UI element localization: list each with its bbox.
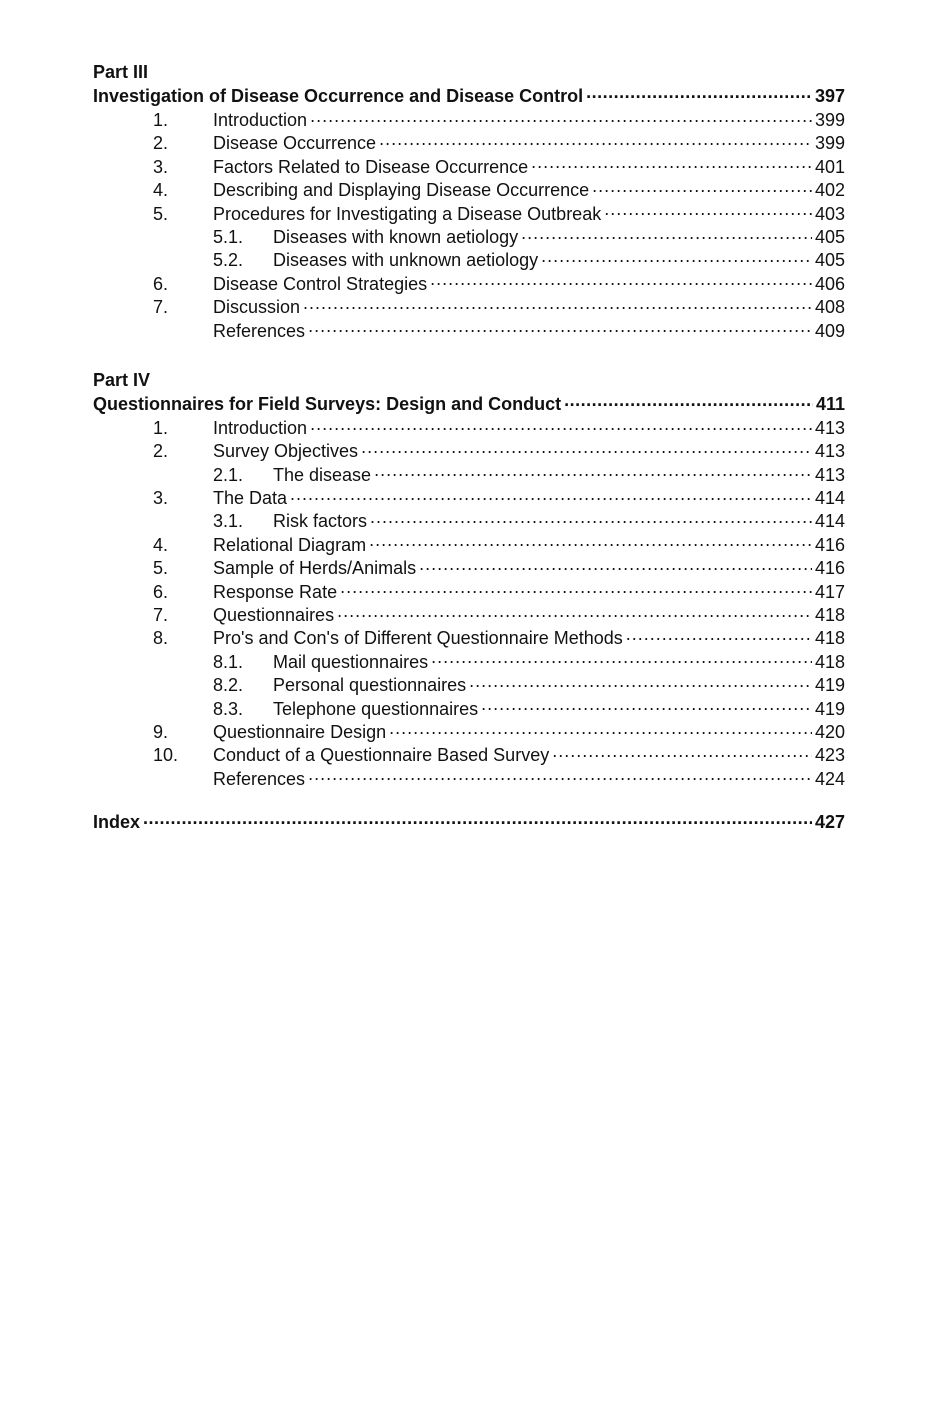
entry-title: References	[213, 320, 306, 341]
entry-number: 8.2.	[213, 675, 244, 696]
entry-title: Sample of Herds/Animals	[213, 558, 417, 579]
entry-page: 413	[814, 464, 845, 485]
toc-subentry[interactable]	[93, 463, 845, 486]
toc-entry[interactable]	[93, 108, 845, 131]
toc-entry[interactable]	[93, 272, 845, 295]
entry-title: Pro's and Con's of Different Questionnaire Methods	[213, 628, 623, 649]
entry-number: 8.	[153, 628, 169, 649]
dot-leader	[361, 439, 812, 457]
entry-page: 409	[814, 320, 845, 341]
toc-entry[interactable]	[93, 533, 845, 556]
part-4-title: Questionnaires for Field Surveys: Design and Conduct	[93, 393, 562, 414]
entry-page: 399	[814, 110, 845, 130]
entry-page: 416	[814, 558, 845, 579]
entry-number: 8.1.	[213, 651, 244, 672]
dot-leader	[337, 603, 812, 621]
entry-page: 406	[814, 273, 845, 294]
toc-entry[interactable]	[93, 202, 845, 225]
dot-leader	[521, 225, 812, 243]
toc-entry-references[interactable]	[93, 767, 845, 790]
entry-number: 4.	[153, 534, 169, 555]
part-3-title: Investigation of Disease Occurrence and Disease Control	[93, 86, 584, 106]
entry-number: 8.3.	[213, 698, 244, 719]
entry-page: 418	[814, 628, 845, 649]
entry-page: 399	[814, 133, 845, 154]
entry-number: 4.	[153, 180, 169, 201]
entry-number: 6.	[153, 273, 169, 294]
entry-page: 420	[814, 721, 845, 742]
entry-number: 3.1.	[213, 511, 244, 532]
dot-leader	[374, 463, 812, 481]
entry-number: 2.	[153, 133, 169, 154]
dot-leader	[290, 486, 812, 504]
part-3-label: Part III	[93, 62, 149, 82]
section-spacer	[93, 790, 845, 810]
toc-entry[interactable]	[93, 626, 845, 649]
toc-entry[interactable]	[93, 178, 845, 201]
part-4-title-row[interactable]	[93, 392, 845, 416]
toc-entry[interactable]	[93, 416, 845, 439]
toc-entry[interactable]	[93, 131, 845, 154]
dot-leader	[310, 416, 812, 434]
entry-title: Disease Occurrence	[213, 133, 377, 154]
entry-number: 2.	[153, 441, 169, 462]
entry-page: 414	[814, 511, 845, 532]
entry-title: Factors Related to Disease Occurrence	[213, 156, 529, 177]
entry-page: 417	[814, 581, 845, 602]
section-spacer	[93, 342, 845, 368]
dot-leader	[389, 720, 812, 738]
entry-title: Disease Control Strategies	[213, 273, 428, 294]
entry-title: The Data	[213, 488, 288, 509]
entry-page: 413	[814, 417, 845, 438]
entry-number: 7.	[153, 605, 169, 626]
part-4-label: Part IV	[93, 369, 151, 390]
part-3-title-row[interactable]	[93, 84, 845, 108]
entry-number: 5.	[153, 558, 169, 579]
entry-number: 1.	[153, 110, 169, 130]
toc-subentry[interactable]	[93, 509, 845, 532]
dot-leader	[469, 673, 812, 691]
part-3-page: 397	[814, 86, 845, 106]
entry-number: 1.	[153, 417, 169, 438]
toc-entry[interactable]	[93, 556, 845, 579]
entry-page: 403	[814, 203, 845, 224]
entry-title: References	[213, 768, 306, 789]
dot-leader	[586, 84, 812, 102]
entry-number: 10.	[153, 745, 179, 766]
dot-leader	[369, 533, 812, 551]
toc-subentry[interactable]	[93, 673, 845, 696]
entry-title: Questionnaires	[213, 605, 335, 626]
entry-page: 419	[814, 698, 845, 719]
entry-page: 418	[814, 651, 845, 672]
entry-title: Diseases with known aetiology	[273, 226, 519, 247]
dot-leader	[310, 108, 812, 126]
index-row[interactable]	[93, 810, 845, 834]
entry-title: Telephone questionnaires	[273, 698, 479, 719]
toc-subentry[interactable]	[93, 697, 845, 720]
entry-page: 408	[814, 297, 845, 318]
entry-title: Conduct of a Questionnaire Based Survey	[213, 745, 550, 766]
entry-page: 416	[814, 534, 845, 555]
entry-title: Response Rate	[213, 581, 338, 602]
entry-number: 2.1.	[213, 464, 244, 485]
entry-page: 418	[814, 605, 845, 626]
entry-title: Personal questionnaires	[273, 675, 467, 696]
entry-title: Introduction	[213, 110, 308, 130]
dot-leader	[370, 509, 812, 527]
entry-number: 9.	[153, 721, 169, 742]
entry-number: 5.1.	[213, 226, 244, 247]
table-of-contents	[93, 60, 845, 834]
dot-leader	[531, 155, 812, 173]
entry-title: Relational Diagram	[213, 534, 367, 555]
dot-leader	[626, 626, 812, 644]
toc-entry-references[interactable]	[93, 319, 845, 342]
dot-leader	[430, 272, 812, 290]
dot-leader	[604, 202, 812, 220]
entry-page: 424	[814, 768, 845, 789]
entry-number: 5.	[153, 203, 169, 224]
toc-entry[interactable]	[93, 295, 845, 318]
dot-leader	[592, 178, 812, 196]
toc-entry[interactable]	[93, 603, 845, 626]
dot-leader	[308, 319, 812, 337]
dot-leader	[419, 556, 812, 574]
index-page: 427	[814, 812, 845, 833]
dot-leader	[379, 131, 812, 149]
toc-subentry[interactable]	[93, 650, 845, 673]
toc-entry[interactable]	[93, 486, 845, 509]
toc-entry[interactable]	[93, 155, 845, 178]
dot-leader	[431, 650, 812, 668]
entry-page: 414	[814, 488, 845, 509]
entry-number: 3.	[153, 488, 169, 509]
entry-title: Procedures for Investigating a Disease Outbreak	[213, 203, 602, 224]
entry-page: 401	[814, 156, 845, 177]
entry-page: 423	[814, 745, 845, 766]
toc-entry[interactable]	[93, 720, 845, 743]
entry-number: 7.	[153, 297, 169, 318]
entry-title: The disease	[273, 464, 372, 485]
part-4-page: 411	[815, 393, 845, 414]
entry-page: 405	[814, 250, 845, 271]
entry-page: 413	[814, 441, 845, 462]
dot-leader	[541, 248, 812, 266]
entry-title: Describing and Displaying Disease Occurrence	[213, 180, 590, 201]
dot-leader	[481, 697, 812, 715]
entry-title: Discussion	[213, 297, 301, 318]
toc-entry[interactable]	[93, 439, 845, 462]
entry-title: Introduction	[213, 417, 308, 438]
dot-leader	[552, 743, 812, 761]
entry-number: 3.	[153, 156, 169, 177]
dot-leader	[308, 767, 812, 785]
entry-title: Diseases with unknown aetiology	[273, 250, 539, 271]
entry-number: 6.	[153, 581, 169, 602]
entry-title: Mail questionnaires	[273, 651, 429, 672]
toc-entry[interactable]	[93, 580, 845, 603]
entry-page: 419	[814, 675, 845, 696]
index-title: Index	[93, 812, 141, 833]
toc-entry[interactable]	[93, 743, 845, 766]
dot-leader	[143, 810, 812, 828]
dot-leader	[340, 580, 812, 598]
entry-number: 5.2.	[213, 250, 244, 271]
toc-subentry[interactable]	[93, 225, 845, 248]
entry-page: 405	[814, 226, 845, 247]
toc-subentry[interactable]	[93, 248, 845, 271]
entry-title: Risk factors	[273, 511, 368, 532]
entry-title: Questionnaire Design	[213, 721, 387, 742]
dot-leader	[564, 392, 813, 410]
dot-leader	[303, 295, 812, 313]
entry-page: 402	[814, 180, 845, 201]
entry-title: Survey Objectives	[213, 441, 359, 462]
